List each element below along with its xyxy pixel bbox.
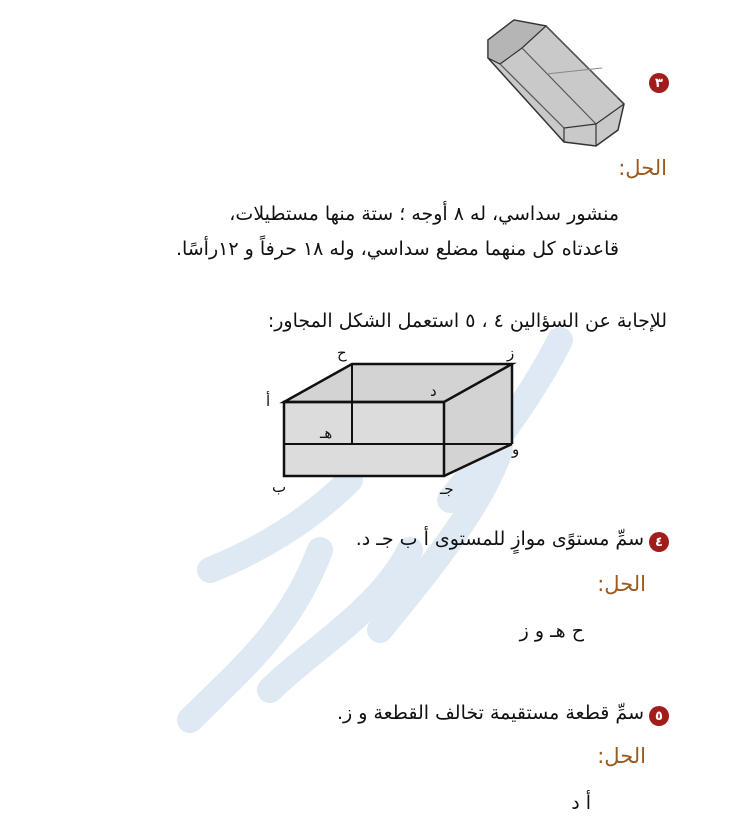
question-5-text: سمِّ قطعة مستقيمة تخالف القطعة و ز. <box>336 702 644 724</box>
box-label-d: د <box>430 382 437 400</box>
question-4-badge: ٤ <box>649 532 669 552</box>
question-5-solution-label: الحل: <box>597 744 646 768</box>
question-3-solution-line-1: منشور سداسي، له ٨ أوجه ؛ ستة منها مستطيلات، <box>229 203 619 225</box>
question-4-answer: ح هـ و ز <box>519 620 584 642</box>
rectangular-box-figure <box>262 344 532 504</box>
box-label-h: ح <box>337 344 347 362</box>
question-3-solution-line-2: قاعدتاه كل منهما مضلع سداسي، وله ١٨ حرفاً و ١٢رأسًا. <box>175 238 619 260</box>
hexagonal-prism-figure <box>486 18 626 148</box>
question-4-text: سمِّ مستوًى موازٍ للمستوى أ ب جـ د. <box>355 528 644 550</box>
question-5-answer: أ د <box>571 792 591 814</box>
question-5-badge: ٥ <box>649 706 669 726</box>
question-3-solution-label: الحل: <box>618 156 667 180</box>
question-3-badge: ٣ <box>649 73 669 93</box>
question-4-solution-label: الحل: <box>597 572 646 596</box>
box-label-b: ب <box>272 478 287 496</box>
box-label-z: ز <box>507 344 515 362</box>
box-label-a: أ <box>266 392 271 410</box>
box-label-he: هـ <box>320 424 333 442</box>
box-label-j: جـ <box>440 480 454 498</box>
intro-instruction: للإجابة عن السؤالين ٤ ، ٥ استعمل الشكل المجاور: <box>267 310 667 332</box>
box-label-w: و <box>512 440 520 458</box>
